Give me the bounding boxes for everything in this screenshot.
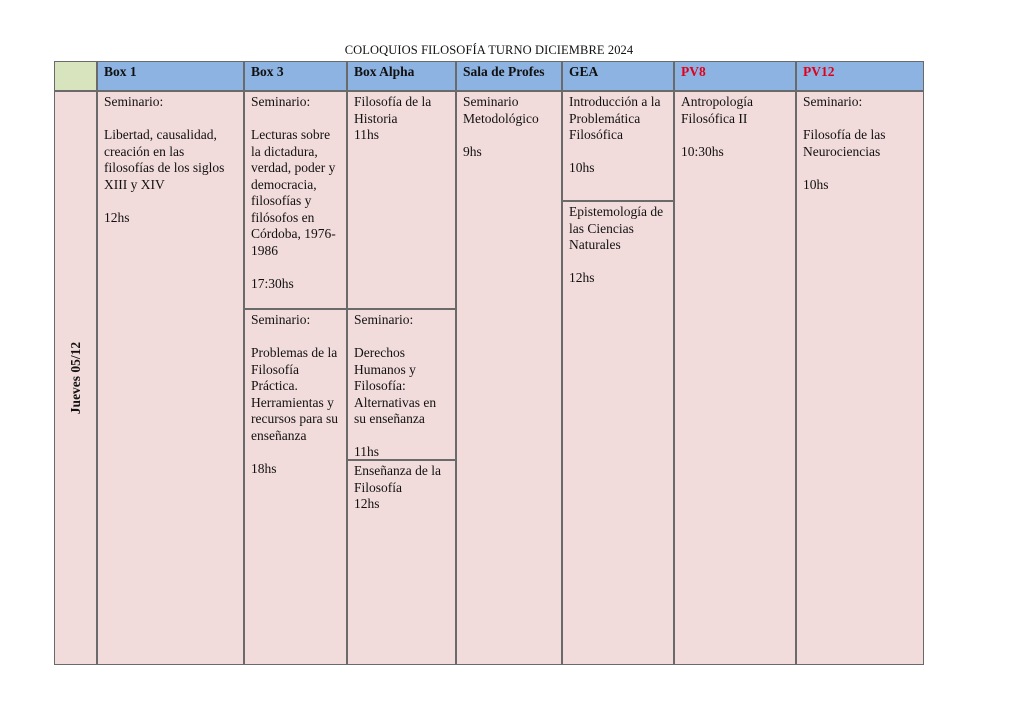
cell-gea-session-2: Epistemología de las Ciencias Naturales 12hs <box>562 201 674 665</box>
header-pv12: PV12 <box>796 61 924 91</box>
day-cell <box>54 91 97 665</box>
cell-box-alpha-session-3: Enseñanza de la Filosofía 12hs <box>347 460 456 665</box>
cell-sala-de-profes: Seminario Metodológico 9hs <box>456 91 562 665</box>
cell-box3-session-1: Seminario: Lecturas sobre la dictadura, verdad, poder y democracia, filosofías y filósofos en Córdoba, 1976-1986 17:30hs <box>244 91 347 309</box>
day-label: Jueves 05/12 <box>67 341 83 415</box>
cell-pv8: Antropología Filosófica II 10:30hs <box>674 91 796 665</box>
cell-box-alpha-session-1: Filosofía de la Historia 11hs <box>347 91 456 309</box>
header-box1: Box 1 <box>97 61 244 91</box>
page-title: COLOQUIOS FILOSOFÍA TURNO DICIEMBRE 2024 <box>344 43 634 57</box>
cell-box3-session-2: Seminario: Problemas de la Filosofía Práctica. Herramientas y recursos para su enseñanza 18hs <box>244 309 347 665</box>
cell-gea-session-1: Introducción a la Problemática Filosófica 10hs <box>562 91 674 201</box>
header-row <box>54 61 924 91</box>
header-gea: GEA <box>562 61 674 91</box>
header-corner <box>54 61 97 91</box>
header-pv8: PV8 <box>674 61 796 91</box>
header-sala-de-profes: Sala de Profes <box>456 61 562 91</box>
header-box-alpha: Box Alpha <box>347 61 456 91</box>
cell-box1: Seminario: Libertad, causalidad, creación en las filosofías de los siglos XIII y XIV 12hs <box>97 91 244 665</box>
cell-box-alpha-session-2: Seminario: Derechos Humanos y Filosofía: Alternativas en su enseñanza 11hs <box>347 309 456 460</box>
cell-pv12: Seminario: Filosofía de las Neurociencias 10hs <box>796 91 924 665</box>
header-box3: Box 3 <box>244 61 347 91</box>
